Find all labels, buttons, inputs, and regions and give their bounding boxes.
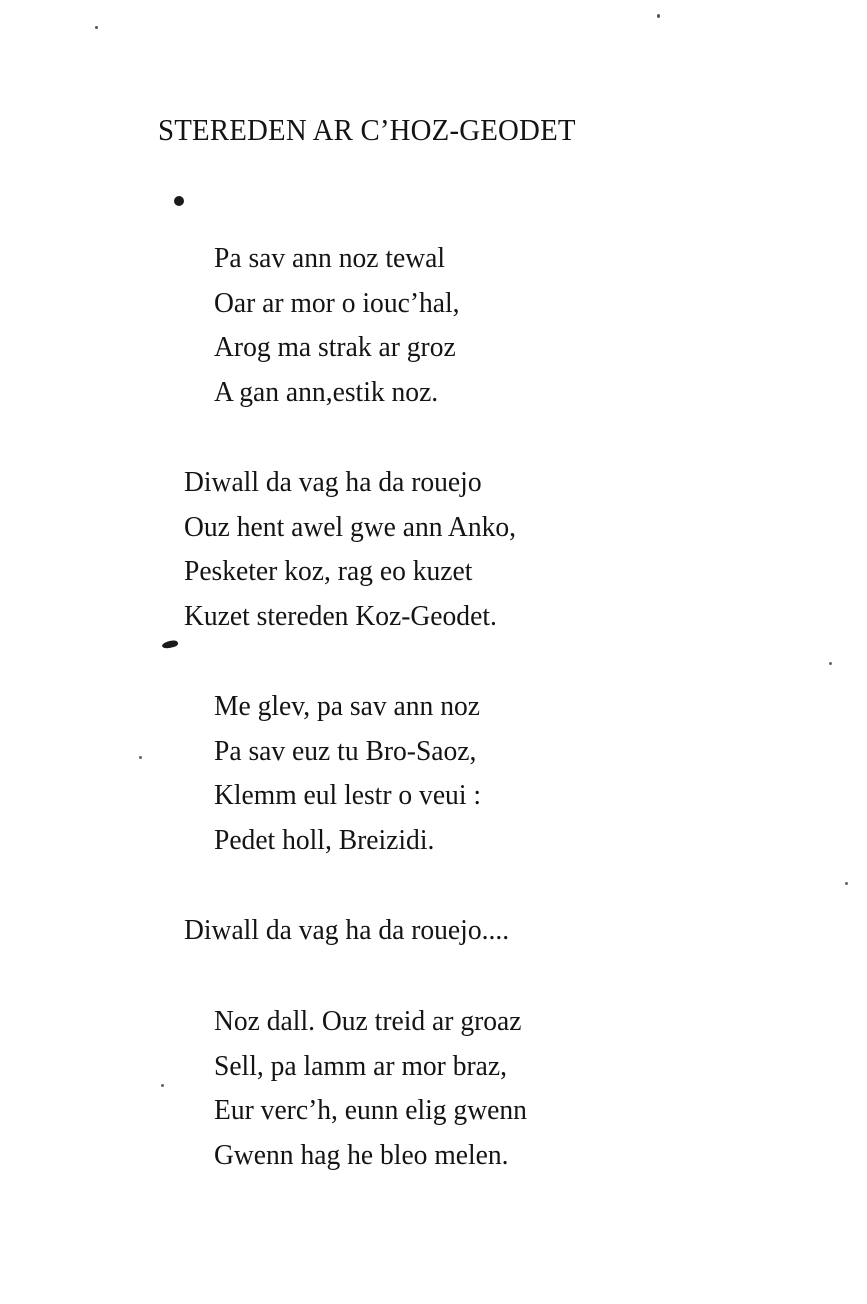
verse-line: Ouz hent awel gwe ann Anko, bbox=[184, 510, 517, 543]
verse-line: Kuzet stereden Koz-Geodet. bbox=[184, 599, 497, 632]
verse-line: Arog ma strak ar groz bbox=[214, 331, 456, 363]
verse-line: Sell, pa lamm ar mor braz, bbox=[214, 1049, 508, 1082]
verse-line: Eur verc’h, eunn elig gwenn bbox=[214, 1094, 527, 1126]
verse-line: Pa sav euz tu Bro-Saoz, bbox=[214, 734, 477, 767]
dust-speck bbox=[95, 26, 98, 29]
dust-speck bbox=[161, 1084, 164, 1087]
stanza-2 bbox=[214, 684, 495, 862]
verse-line: Pa sav ann noz tewal bbox=[214, 242, 446, 274]
dust-speck bbox=[845, 882, 848, 885]
verse-line: Klemm eul lestr o veui : bbox=[214, 779, 482, 811]
refrain-repeat bbox=[184, 908, 526, 953]
ink-speck bbox=[161, 639, 178, 651]
verse-line: Oar ar mor o iouc’hal, bbox=[214, 286, 460, 319]
refrain-stanza bbox=[184, 460, 534, 638]
verse-line: Pedet holl, Breizidi. bbox=[214, 823, 435, 856]
verse-line: Diwall da vag ha da rouejo bbox=[184, 466, 482, 498]
verse-line: Noz dall. Ouz treid ar groaz bbox=[214, 1005, 522, 1037]
dust-speck bbox=[657, 14, 660, 18]
stanza-1 bbox=[214, 236, 472, 414]
verse-line: Pesketer koz, rag eo kuzet bbox=[184, 555, 473, 587]
ink-speck bbox=[174, 196, 184, 206]
poem-title: STEREDEN AR C’HOZ-GEODET bbox=[158, 112, 576, 147]
dust-speck bbox=[829, 662, 832, 665]
stanza-3 bbox=[214, 999, 543, 1177]
verse-line: Gwenn hag he bleo melen. bbox=[214, 1138, 509, 1171]
verse-line: A gan ann,estik noz. bbox=[214, 375, 439, 408]
verse-line: Me glev, pa sav ann noz bbox=[214, 690, 480, 722]
dust-speck bbox=[139, 756, 142, 759]
verse-line: Diwall da vag ha da rouejo.... bbox=[184, 914, 510, 946]
